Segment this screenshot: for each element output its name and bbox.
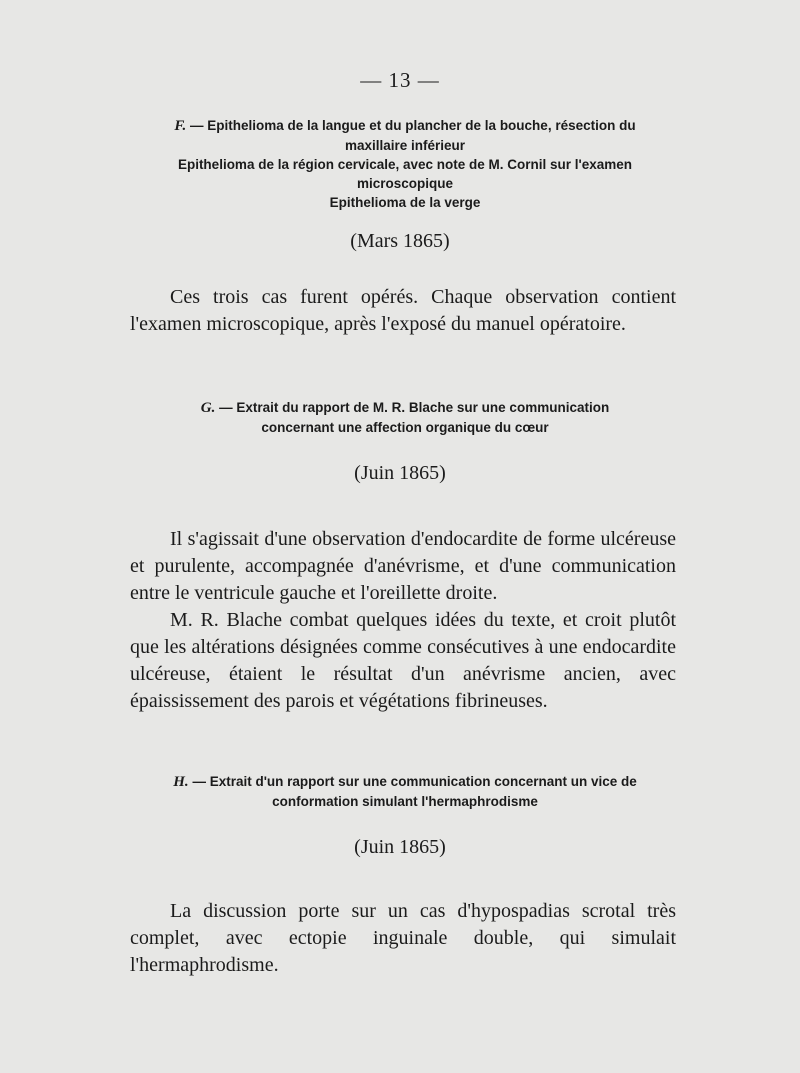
heading-line: Epithelioma de la région cervicale, avec note de M. Cornil sur l'examen bbox=[177, 157, 633, 172]
heading-line: maxillaire inférieur bbox=[344, 138, 466, 153]
heading-line: microscopique bbox=[356, 176, 454, 191]
heading-line: concernant une affection organique du cœur bbox=[261, 420, 549, 435]
paragraph: La discussion porte sur un cas d'hypospadias scrotal très complet, avec ectopie inguinale double, qui simulait l'hermaphrodisme. bbox=[130, 900, 676, 976]
section-g-heading bbox=[120, 398, 690, 437]
heading-line: G. — Extrait du rapport de M. R. Blache sur une communication bbox=[200, 400, 610, 416]
heading-line: F. — Epithelioma de la langue et du plancher de la bouche, résection du bbox=[174, 118, 636, 134]
paragraph: Il s'agissait d'une observation d'endocardite de forme ulcéreuse et purulente, accompagnée d'anévrisme, et d'une communication entre le ventricule gauche et l'oreillette droite. bbox=[130, 528, 676, 604]
section-f-date: (Mars 1865) bbox=[350, 230, 450, 252]
heading-line: Epithelioma de la verge bbox=[329, 195, 481, 210]
section-letter: H. bbox=[173, 774, 189, 790]
section-h-body bbox=[130, 898, 676, 979]
section-letter: G. bbox=[200, 400, 216, 416]
section-g-body bbox=[130, 526, 676, 715]
section-f-heading bbox=[120, 116, 690, 212]
section-h-heading bbox=[120, 772, 690, 811]
paragraph: M. R. Blache combat quelques idées du texte, et croit plutôt que les altérations désignées comme consécutives à une endocardite ulcéreuse, étaient le résultat d'un anévrisme ancien, avec épaississement des parois et végétations fibrineuses. bbox=[130, 609, 676, 712]
section-letter: F. bbox=[174, 118, 187, 134]
heading-line: conformation simulant l'hermaphrodisme bbox=[272, 794, 538, 809]
section-f-body bbox=[130, 284, 676, 338]
section-g-date: (Juin 1865) bbox=[354, 462, 446, 484]
section-h-date: (Juin 1865) bbox=[354, 836, 446, 858]
heading-line: H. — Extrait d'un rapport sur une communication concernant un vice de bbox=[173, 774, 637, 790]
page-number: — 13 — bbox=[360, 68, 440, 92]
paragraph: Ces trois cas furent opérés. Chaque observation contient l'examen microscopique, après l'exposé du manuel opératoire. bbox=[130, 286, 676, 335]
